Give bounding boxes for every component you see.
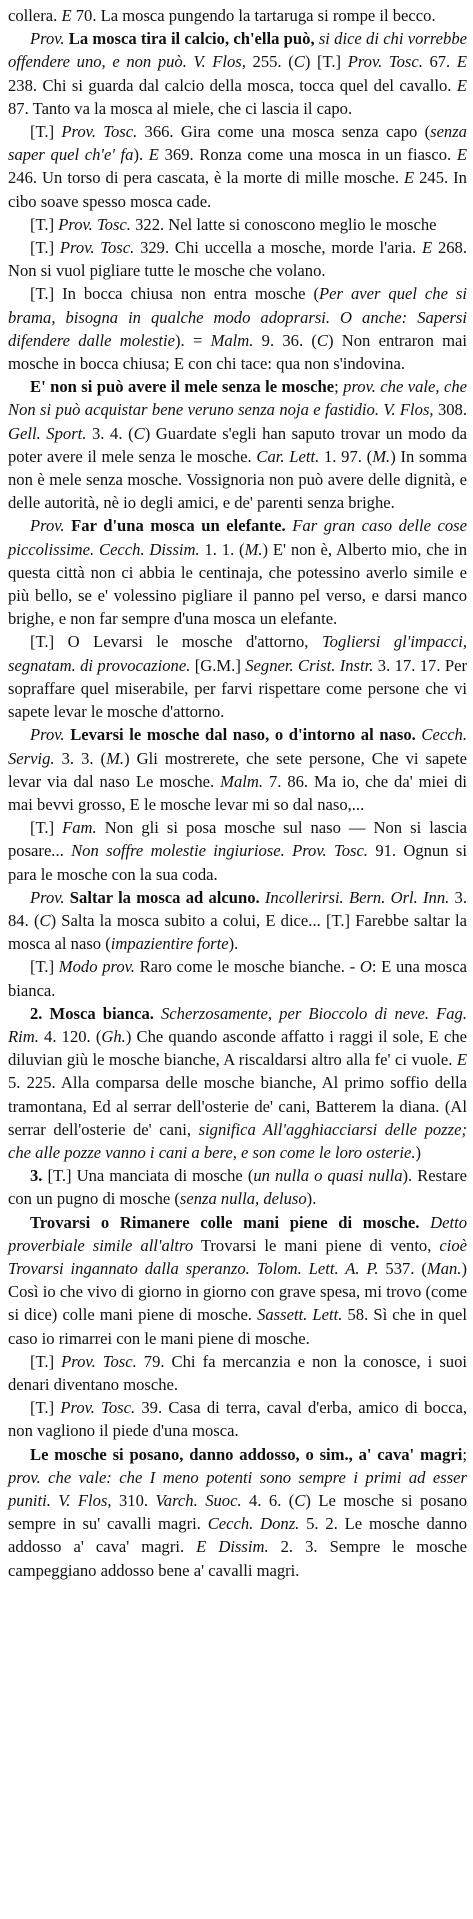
entry-paragraph [8,1002,467,1164]
body-text: 1. 97. ( [319,446,373,466]
body-text: 4. 6. ( [241,1491,295,1510]
italic-text: Prov. [30,725,65,745]
body-text: collera. [8,6,62,25]
italic-text: C [294,1491,306,1510]
body-text: [T.] [30,214,59,234]
body-text: ) E' non è, Alberto mio, che in questa città non ci abbia le centinaja, che potessino averlo simile e più bello, se e' volessino pigliare il panno pel verso, e darsi manco brighe, e non far sempre d'una mosca un elefante. [8,539,467,629]
body-text: 308. [433,400,467,420]
entry-paragraph [8,27,467,120]
italic-text: E Dissim. [196,1537,269,1557]
italic-text: Prov. Tosc. [61,122,138,142]
body-text: 91. Ognun si para le mosche con la sua coda. [8,841,467,884]
body-text: 2. 3. Sempre le mosche campeggiano addosso bene a' cavalli magri. [8,1537,467,1580]
italic-text: E [456,1050,467,1070]
headword: Far d'una mosca un elefante. [64,516,293,536]
body-text: 246. Un torso di pera cascata, è la morte di mille mosche. [8,168,404,188]
entry-paragraph [8,282,467,375]
body-text: [T.] [30,122,62,142]
italic-text: senza nulla, deluso [179,1189,307,1209]
italic-text: Prov. [30,887,65,907]
body-text: ) [T.] [304,52,348,72]
italic-text: Malm. [220,771,263,791]
italic-text: E [456,145,467,165]
body-text: 58. Sì che in quel caso io rimarrei con le mani piene di mosche. [8,1305,467,1348]
entry-paragraph [8,723,467,816]
italic-text: Per aver quel che si brama, bisogna in qualche modo adoprarsi. O anche: Sapersi difendere dalle molestie [8,284,467,350]
italic-text: E [61,6,72,25]
italic-text: si dice di chi vorrebbe offendere uno, e non può. V. Flos, [8,29,467,72]
body-text: 268. Non si vuol pigliare tutte le mosche che volano. [8,238,467,281]
body-text: 70. La mosca pungendo la tartaruga si rompe il becco. [71,6,436,25]
italic-text: senza saper quel ch'e' fa [8,122,467,165]
body-text: Trovarsi le mani piene di vento, [193,1235,440,1255]
body-text: ). = [175,330,211,350]
body-text: ; [334,377,344,397]
entry-paragraph [8,1211,467,1350]
body-text: [T.] [30,1398,61,1418]
italic-text: M. [106,748,125,768]
italic-text: M. [372,446,391,466]
italic-text: Togliersi gl'impacci, segnatam. di provocazione. [8,632,467,675]
body-text: 3. 4. ( [86,423,134,443]
body-text: ) Le mosche si posano sempre in su' cavalli magri. [8,1491,467,1534]
body-text: [T.] [30,1351,62,1371]
entry-paragraph [8,375,467,514]
body-text: 3. 3. ( [54,748,107,768]
body-text: Non gli si posa mosche sul naso — Non si lascia posare... [8,818,467,861]
body-text: 87. Tanto va la mosca al miele, che ci lascia il capo. [8,98,353,118]
body-text: 322. Nel latte si conoscono meglio le mosche [130,214,437,234]
body-text: ) Salta la mosca subito a colui, E dice... [T.] Farebbe saltar la mosca al naso ( [8,910,468,954]
body-text: 5. 2. Le mosche danno addosso a' cava' magri. [8,1514,467,1557]
body-text: Raro come le mosche bianche. - [134,957,360,977]
italic-text: Gell. Sport. [8,423,87,443]
body-text: 67. [422,52,457,72]
body-text: 9. 36. ( [253,330,317,350]
italic-text: E [456,75,467,95]
body-text: 369. Ronza come una mosca in un fiasco. [158,145,457,165]
body-text: [T.] [30,238,60,258]
body-text: ). [306,1189,317,1209]
body-text: : E una mosca bianca. [8,957,467,1000]
italic-text: E [148,145,159,165]
headword: Saltar la mosca ad alcuno. [64,887,265,907]
entry-paragraph [8,886,467,956]
italic-text: Detto proverbiale simile all'altro [8,1212,467,1255]
entry-paragraph [8,120,467,213]
italic-text: Scherzosamente, per Bioccolo di neve. Fag. Rim. [8,1003,467,1046]
italic-text: Man. [426,1258,462,1278]
entry-paragraph [8,236,467,282]
body-text: ) Guardate s'egli han saputo trovar un modo da poter avere il mele senza le mosche. [8,423,467,466]
italic-text: Prov. Tosc. [59,238,135,258]
italic-text: Prov. Tosc. [58,214,131,234]
italic-text: Fam. [62,818,97,838]
body-text: 1. 1. ( [199,539,245,559]
italic-text: C [39,910,51,930]
italic-text: Modo prov. [58,957,135,977]
italic-text: E [456,52,467,72]
italic-text: Segner. Crist. Instr. [245,655,374,675]
body-text: ) [415,1142,422,1162]
italic-text: C [133,423,145,443]
body-text: ). [228,934,239,954]
body-text: ) Che quando asconde affatto i raggi il sole, E che diluvian giù le mosche bianche, A riscaldarsi altro alla fe' ci vuole. [8,1026,467,1070]
body-text: [T.] [30,957,59,977]
body-text: 39. Casa di terra, caval d'erba, amico di bocca, non vagliono il piede d'una mosca. [8,1398,467,1441]
italic-text: significa All'agghiacciarsi delle pozze; che alle pozze vanno i cani a bere, e son come le loro osterie. [8,1119,467,1162]
body-text: 4. 120. ( [38,1026,102,1046]
italic-text: impazientire forte [110,934,229,954]
body-text: 537. ( [378,1258,427,1278]
body-text: 3. 84. ( [8,887,467,930]
body-text: 79. Chi fa mercanzia e non la conosce, i suoi denari diventano mosche. [8,1351,467,1394]
entry-paragraph [8,1164,467,1210]
entry-paragraph [8,514,467,630]
body-text: ) Non entraron mai mosche in bocca chiusa; E con chi tace: qua non s'indovina. [8,330,467,374]
body-text: 5. 225. Alla comparsa delle mosche bianche, Al primo soffio della tramontana, Ed al serrar dell'osterie de' cani, Batterem la diana. (Al serrar dell'osterie de' cani, [8,1073,467,1139]
body-text: 310. [111,1491,156,1510]
italic-text: O [359,957,372,977]
body-text: ). Restare con un pugno di mosche ( [8,1166,467,1209]
italic-text: Prov. Tosc. [347,52,423,72]
italic-text: Prov. [30,516,65,536]
italic-text: E [421,238,433,258]
body-text: 238. Chi si guarda dal calcio della mosca, tocca quel del cavallo. [8,75,457,95]
body-text: [T.] [30,818,63,838]
body-text: ) In somma non è mele senza mosche. Vossignoria non può avere delle dignità, e delle autorità, nè io degli amici, e de' parenti senza brighe. [8,446,467,513]
italic-text: C [293,52,305,72]
entry-paragraph [8,213,467,236]
body-text: 255. ( [245,52,294,72]
italic-text: Incollerirsi. Bern. Orl. Inn. [264,887,450,907]
italic-text: Gh. [101,1026,126,1046]
headword: E' non si può avere il mele senza le mosche [30,377,335,397]
entry-paragraph [8,1443,467,1582]
italic-text: M. [244,539,263,559]
italic-text: Car. Lett. [256,446,320,466]
body-text: ). [133,145,149,165]
body-text: ) Così io che vivo di giorno in giorno con grave spesa, mi trovo (come si dice) colle mani piene di mosche. [8,1258,467,1325]
body-text: [T.] In bocca chiusa non entra mosche ( [30,284,320,304]
body-text: [T.] O Levarsi le mosche d'attorno, [30,632,322,652]
entry-paragraph [8,816,467,886]
italic-text: Prov. Tosc. [61,1351,137,1371]
italic-text: Prov. Tosc. [60,1398,136,1418]
body-text: 329. Chi uccella a mosche, morde l'aria. [134,238,422,258]
body-text: [G.M.] [190,655,246,675]
entry-paragraph [8,4,467,27]
italic-text: prov. che vale, che Non si può acquistar bene veruno senza noja e fastidio. V. Flos, [8,377,467,420]
italic-text: Far gran caso delle cose piccolissime. Cecch. Dissim. [8,516,467,559]
headword: 3. [30,1166,43,1186]
headword: Le mosche si posano, danno addosso, o sim., a' cava' magri [30,1444,463,1464]
body-text: 245. In cibo soave spesso mosca cade. [8,168,467,211]
italic-text: Malm. [210,330,254,350]
headword: 2. Mosca bianca. [30,1003,161,1023]
italic-text: Varch. Suoc. [155,1491,242,1510]
body-text: 366. Gira come una mosca senza capo ( [137,122,431,142]
italic-text: Prov. [30,29,65,49]
italic-text: Cecch. Servig. [8,725,467,768]
italic-text: prov. che vale: che I meno potenti sono sempre i primi ad esser puniti. V. Flos, [8,1467,467,1510]
entry-paragraph [8,1350,467,1396]
entry-paragraph [8,630,467,723]
body-text: 7. 86. Ma io, che da' miei di mai bevvi grosso, E le mosche levar mi so dal naso,... [8,771,467,814]
headword: Levarsi le mosche dal naso, o d'intorno al naso. [64,725,422,745]
body-text: [T.] Una manciata di mosche ( [42,1166,254,1186]
headword: Trovarsi o Rimanere colle mani piene di mosche. [30,1212,431,1232]
italic-text: E [403,168,415,188]
italic-text: un nulla o quasi nulla [253,1166,403,1186]
dictionary-column [8,4,467,1582]
entry-paragraph [8,955,467,1001]
italic-text: Cecch. Donz. [207,1514,300,1534]
body-text: ; [462,1444,467,1464]
italic-text: C [316,330,328,350]
italic-text: Non soffre molestie ingiuriose. Prov. Tosc. [71,841,368,861]
entry-paragraph [8,1396,467,1442]
italic-text: Sassett. Lett. [257,1305,343,1325]
headword: La mosca tira il calcio, ch'ella può, [64,29,319,49]
body-text: 3. 17. 17. Per sopraffare quel miserabile, per farvi rispettare come persone che vi sapete levar le mosche d'attorno. [8,655,467,722]
italic-text: cioè Trovarsi ingannato dalla speranzo. Tolom. Lett. A. P. [8,1235,467,1278]
body-text: ) Gli mostrerete, che sete persone, Che vi sapete levar via dal naso Le mosche. [8,748,467,791]
